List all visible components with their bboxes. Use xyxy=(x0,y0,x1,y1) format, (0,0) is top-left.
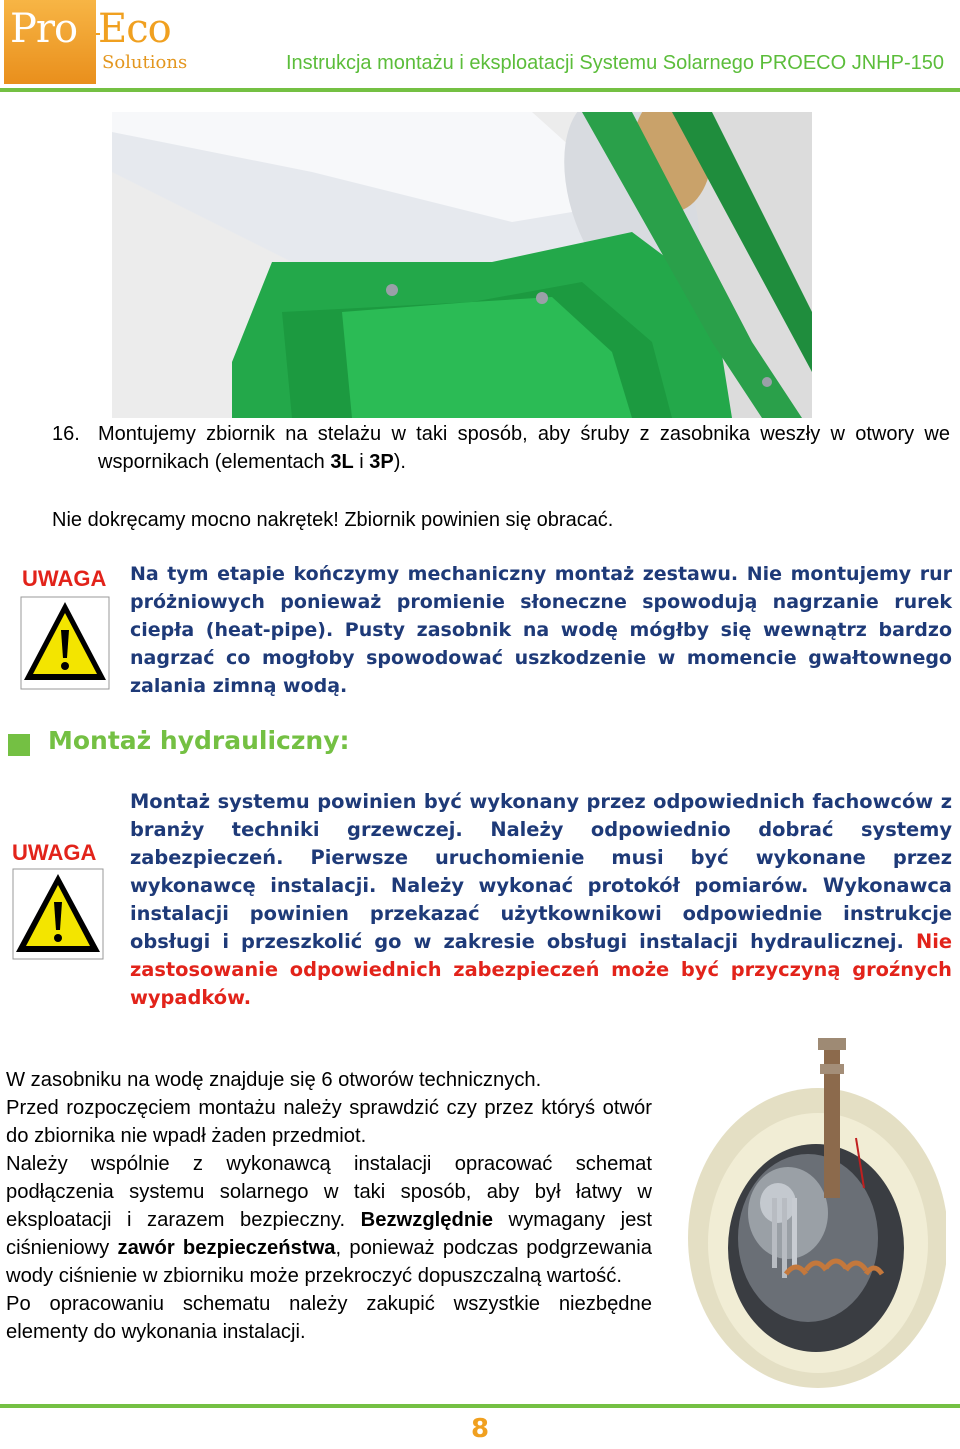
body-p3 xyxy=(6,1150,652,1290)
body-p1: W zasobniku na wodę znajduje się 6 otworów technicznych. xyxy=(6,1069,542,1091)
warning-2-danger: Nie zastosowanie odpowiednich zabezpieczeń może być przyczyną groźnych wypadków. xyxy=(130,930,952,1009)
step-16-paragraph xyxy=(52,420,950,476)
footer-rule xyxy=(0,1404,960,1408)
logo-eco-text: Eco xyxy=(98,6,171,52)
warning-1-icon xyxy=(20,596,110,690)
warning-2-icon xyxy=(12,868,104,960)
body-p3-b: wymagany jest ciśnieniowy xyxy=(6,1209,652,1259)
body-paragraphs xyxy=(6,1066,652,1346)
step-16-text xyxy=(98,420,950,476)
element-3p: 3P xyxy=(369,451,394,473)
body-p3-c: , ponieważ podczas podgrzewania wody ciśnienie w zbiorniku może przekroczyć dopuszczalną wartość. xyxy=(6,1237,652,1287)
document-header-title: Instrukcja montażu i eksploatacji Systemu Solarnego PROECO JNHP-150 xyxy=(285,52,944,74)
step-16-text-a: Montujemy zbiornik na stelażu w taki sposób, aby śruby z zasobnika weszły w otwory we wspornikach (elementach xyxy=(98,423,950,473)
body-p3-a: Należy wspólnie z wykonawcą instalacji opracować schemat podłączenia systemu solarnego w taki sposób, aby był łatwy w eksploatacji i zarazem bezpieczny. xyxy=(6,1153,652,1231)
body-p3-bold-2: zawór bezpieczeństwa xyxy=(117,1237,336,1259)
warning-2-text xyxy=(130,788,952,1012)
body-p2: Przed rozpoczęciem montażu należy sprawdzić czy przez któryś otwór do zbiornika nie wpadł żaden przedmiot. xyxy=(6,1097,652,1147)
warning-2-label: UWAGA xyxy=(12,840,97,865)
tank-interior-photo xyxy=(668,1038,946,1388)
step-number: 16. xyxy=(52,423,80,445)
page-number: 8 xyxy=(470,1414,490,1444)
step-16-text-c: ). xyxy=(393,451,406,473)
no-tighten-note: Nie dokręcamy mocno nakrętek! Zbiornik powinien się obracać. xyxy=(52,509,614,531)
body-p3-bold-1: Bezwzględnie xyxy=(360,1209,494,1231)
section-title-hydraulic: Montaż hydrauliczny: xyxy=(48,726,350,755)
element-3l: 3L xyxy=(330,451,354,473)
section-bullet-square xyxy=(8,734,30,756)
warning-2-main: Montaż systemu powinien być wykonany przez odpowiednich fachowców z branży techniki grzewczej. Należy odpowiednio dobrać systemy zabezpieczeń. Pierwsze uruchomienie musi być wykonane przez wykonawcę instalacji. Należy wykonać protokół pomiarów. Wykonawca instalacji powinien przekazać użytkownikowi odpowiednie instrukcje obsługi i przeszkolić go w zakresie obsługi instalacji hydraulicznej. xyxy=(130,790,952,953)
logo-pro-text: Pro xyxy=(10,6,78,52)
body-p4: Po opracowaniu schematu należy zakupić wszystkie niezbędne elementy do wykonania instalacji. xyxy=(6,1293,652,1343)
header-rule xyxy=(0,88,960,92)
step-16-text-b: i xyxy=(353,451,370,473)
warning-1-label: UWAGA xyxy=(22,566,107,591)
tank-mounting-photo xyxy=(112,112,812,418)
logo-solutions-text: Solutions xyxy=(102,52,188,73)
warning-1-text: Na tym etapie kończymy mechaniczny montaż zestawu. Nie montujemy rur próżniowych ponieważ promienie słoneczne spowodują nagrzanie rurek ciepła (heat-pipe). Pusty zasobnik na wodę mógłby się wewnątrz bardzo nagrzać co mogłoby spowodować uszkodzenie w momencie gwałtownego zalania zimną wodą. xyxy=(130,563,952,697)
